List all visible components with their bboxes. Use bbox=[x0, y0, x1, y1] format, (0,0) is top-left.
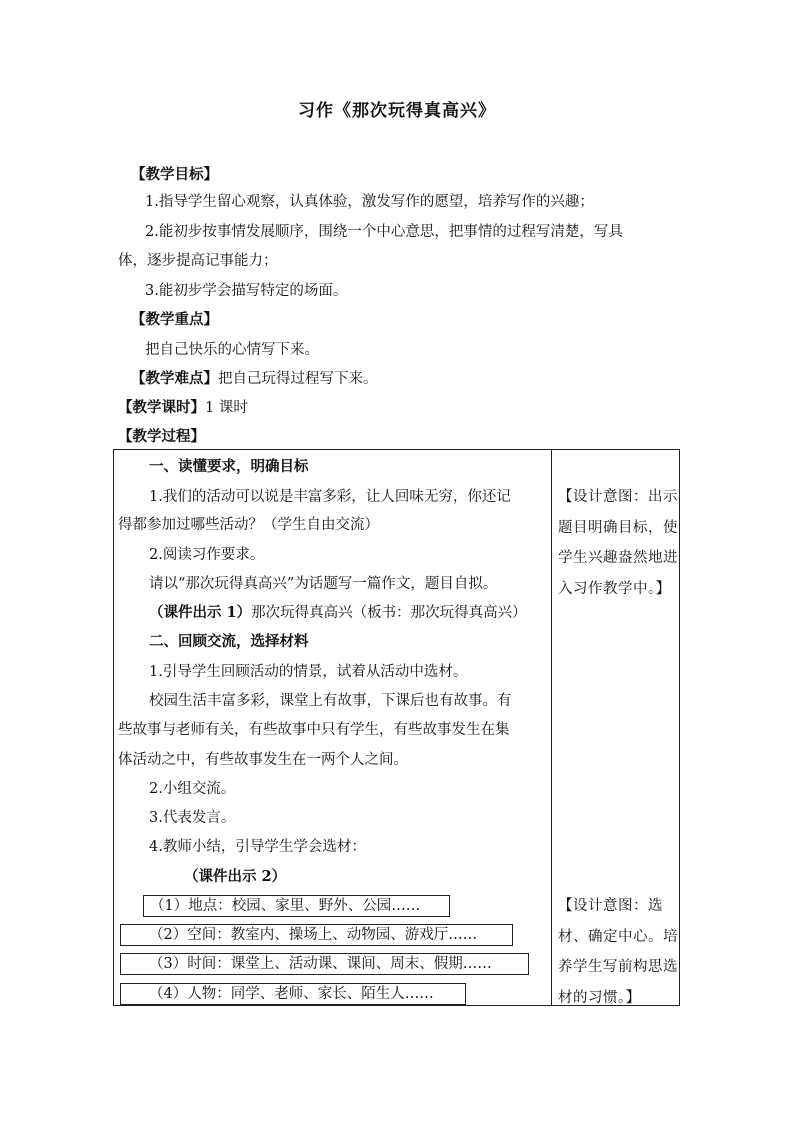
courseware-text-1: 那次玩得真高兴（板书：那次玩得真高兴） bbox=[251, 605, 527, 621]
part-2-heading: 二、回顾交流，选择材料 bbox=[149, 633, 309, 650]
design-intent-note-1: 【设计意图：出示题目明确目标，使学生兴趣盎然地进入习作教学中。】 bbox=[558, 489, 678, 597]
part-1-para-1-line-1: 1.我们的活动可以说是丰富多彩，让人回味无穷，你还记 bbox=[149, 489, 511, 505]
goals-heading: 【教学目标】 bbox=[131, 166, 218, 183]
hours-text: 1 课时 bbox=[205, 400, 248, 416]
part-1-para-2: 2.阅读习作要求。 bbox=[149, 547, 265, 563]
part-2-item-2: 2.小组交流。 bbox=[149, 781, 236, 797]
part-1-heading: 一、读懂要求，明确目标 bbox=[149, 458, 309, 475]
part-1-para-4 bbox=[149, 603, 527, 623]
part-2-item-3: 3.代表发言。 bbox=[149, 810, 236, 826]
key-heading: 【教学重点】 bbox=[131, 311, 218, 328]
part-2-para-line-2: 些故事与老师有关，有些故事中只有学生，有些故事发生在集 bbox=[118, 722, 510, 738]
part-2-item-4: 4.教师小结，引导学生学会选材： bbox=[149, 839, 366, 855]
part-1-para-1-line-2: 得都参加过哪些活动？（学生自由交流） bbox=[118, 517, 379, 533]
goal-3: 3.能初步学会描写特定的场面。 bbox=[145, 283, 348, 299]
goal-1: 1.指导学生留心观察，认真体验，激发写作的愿望，培养写作的兴趣； bbox=[145, 194, 594, 210]
courseware-label-2: （课件出示 2） bbox=[184, 868, 287, 885]
part-2-item-1: 1.引导学生回顾活动的情景，试着从活动中选材。 bbox=[149, 664, 468, 680]
hours-heading: 【教学课时】 bbox=[118, 399, 205, 416]
goal-2-line-1: 2.能初步按事情发展顺序，围绕一个中心意思，把事情的过程写清楚，写具 bbox=[145, 224, 623, 240]
difficulty-row bbox=[131, 369, 378, 389]
difficulty-text: 把自己玩得过程写下来。 bbox=[218, 371, 378, 387]
goal-2-line-2: 体，逐步提高记事能力； bbox=[118, 253, 278, 269]
table-column-divider bbox=[551, 449, 552, 1006]
material-box-space: （2）空间：教室内、操场上、动物园、游戏厅…… bbox=[120, 924, 513, 946]
material-box-time: （3）时间：课堂上、活动课、课间、周末、假期…… bbox=[120, 953, 529, 975]
design-intent-note-2: 【设计意图：选材、确定中心。培养学生写前构思选材的习惯。】 bbox=[558, 898, 678, 1006]
process-heading: 【教学过程】 bbox=[118, 428, 205, 445]
page-title: 习作《那次玩得真高兴》 bbox=[298, 101, 496, 121]
material-box-people: （4）人物：同学、老师、家长、陌生人…… bbox=[120, 983, 466, 1005]
difficulty-heading: 【教学难点】 bbox=[131, 370, 218, 387]
part-1-para-3: 请以“那次玩得真高兴”为话题写一篇作文，题目自拟。 bbox=[149, 576, 498, 592]
material-box-place: （1）地点：校园、家里、野外、公园…… bbox=[143, 895, 450, 917]
part-2-para-line-1: 校园生活丰富多彩，课堂上有故事，下课后也有故事。有 bbox=[149, 693, 512, 709]
part-2-para-line-3: 体活动之中，有些故事发生在一两个人之间。 bbox=[118, 752, 408, 768]
key-text: 把自己快乐的心情写下来。 bbox=[145, 342, 319, 358]
hours-row bbox=[118, 398, 248, 418]
courseware-label-1: （课件出示 1） bbox=[149, 604, 252, 621]
